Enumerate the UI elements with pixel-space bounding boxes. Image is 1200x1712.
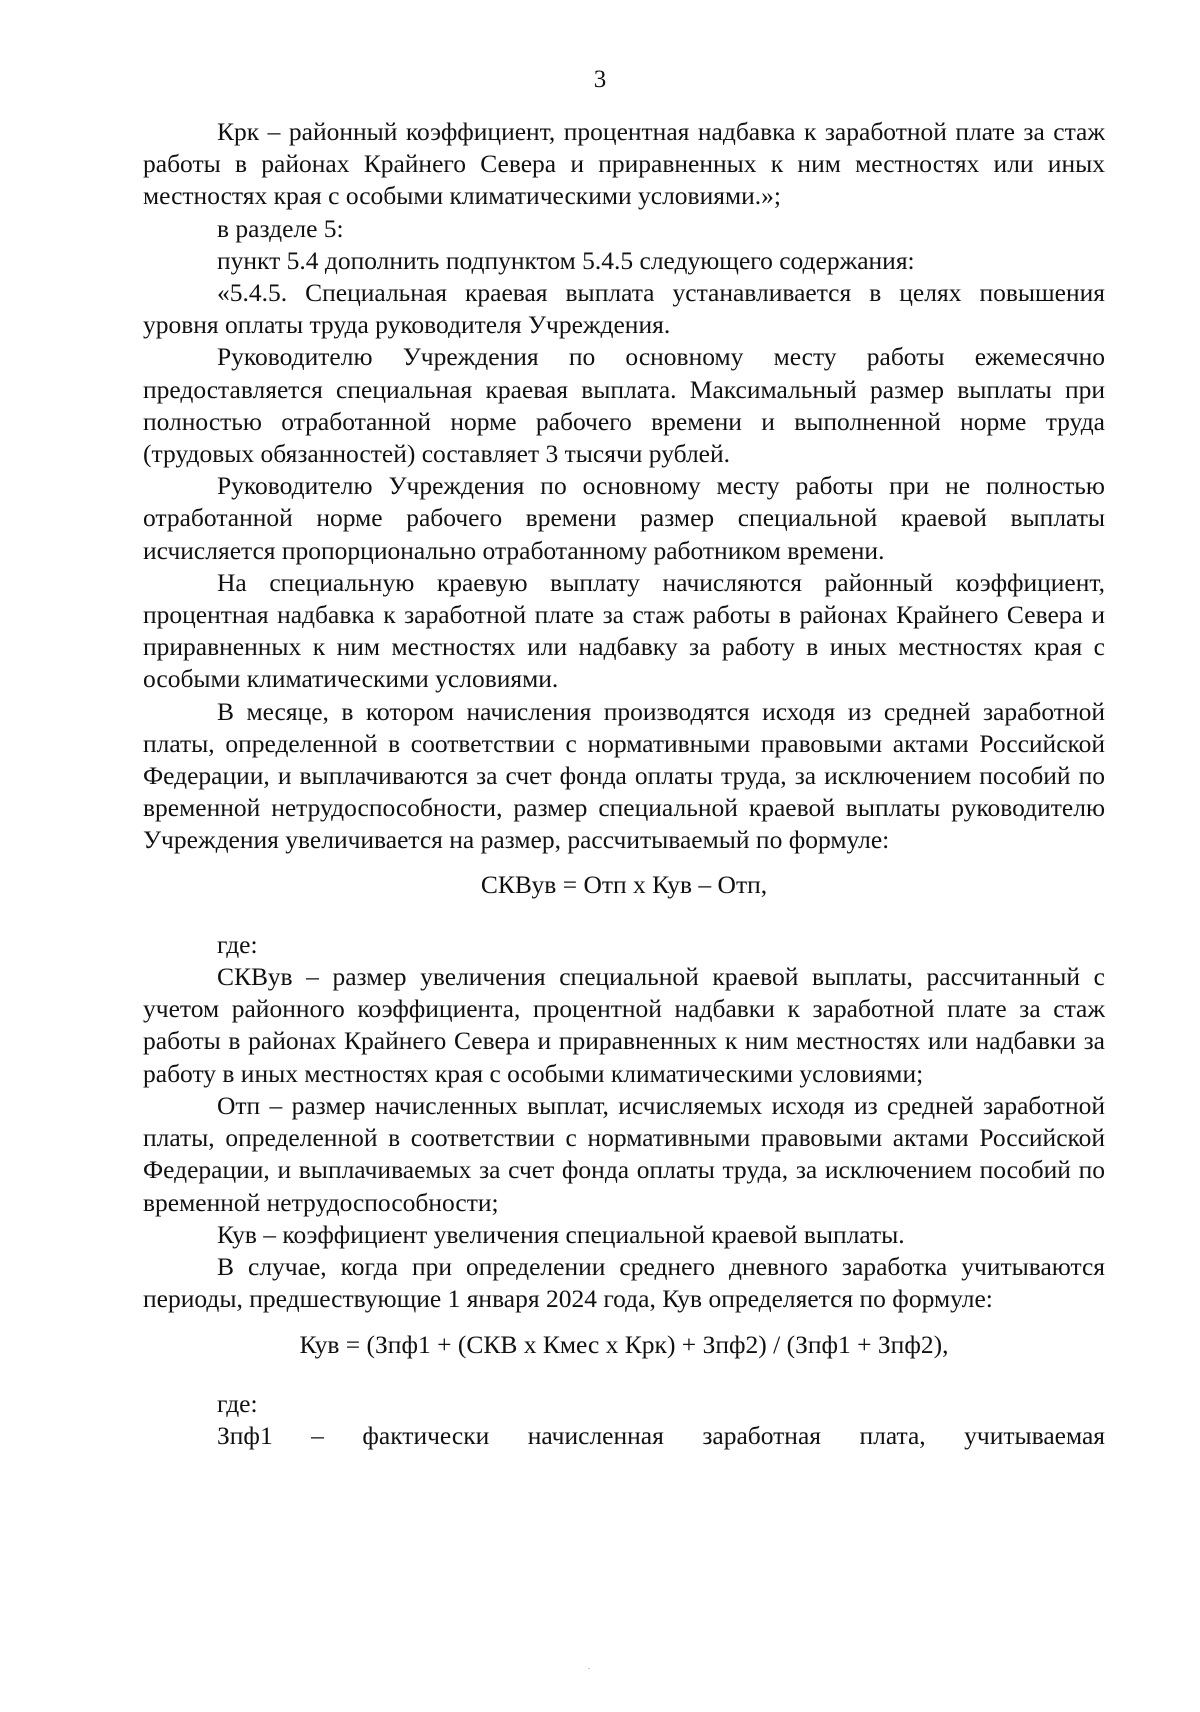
- paragraph-regional-coefficient: На специальную краевую выплату начисляются районный коэффициент, процентная надбавка к заработной плате за стаж работы в районах Крайнего Севера и приравненных к ним местностях или надбавку за работу в иных местностях края с особыми климатическими условиями.: [143, 567, 1105, 694]
- paragraph-clause-5-4: пункт 5.4 дополнить подпунктом 5.4.5 следующего содержания:: [217, 245, 915, 275]
- paragraph-section-5: в разделе 5:: [217, 213, 344, 243]
- paragraph-skvuv-definition: СКВув – размер увеличения специальной краевой выплаты, рассчитанный с учетом районного коэффициента, процентной надбавки к заработной плате за стаж работы в районах Крайнего Севера и приравненных к ним местностях или надбавки за работу в иных местностях края с особыми климатическими условиями;: [143, 962, 1105, 1088]
- page-number: 3: [593, 66, 607, 93]
- paragraph-kuv-definition: Кув – коэффициент увеличения специальной краевой выплаты.: [217, 1219, 905, 1249]
- paragraph-kuv-case: В случае, когда при определении среднего дневного заработка учитываются периоды, предшествующие 1 января 2024 года, Кув определяется по формуле:: [143, 1251, 1105, 1314]
- where-label: где:: [217, 1388, 258, 1418]
- paragraph-krk-definition: Крк – районный коэффициент, процентная надбавка к заработной плате за стаж работы в районах Крайнего Севера и приравненных к ним местностях или иных местностях края с особыми климатическими условиями.»;: [143, 117, 1105, 211]
- paragraph-clause-5-4-5: «5.4.5. Специальная краевая выплата устанавливается в целях повышения уровня оплаты труда руководителя Учреждения.: [143, 278, 1105, 340]
- paragraph-partial-norm: Руководителю Учреждения по основному месту работы при не полностью отработанной норме рабочего времени размер специальной краевой выплаты исчисляется пропорционально отработанному работником времени.: [143, 471, 1105, 565]
- document-body: [143, 116, 1105, 1452]
- scan-artifact: [588, 1668, 590, 1669]
- paragraph-otp-definition: Отп – размер начисленных выплат, исчисляемых исходя из средней заработной платы, определенной в соответствии с нормативными правовыми актами Российской Федерации, и выплачиваемых за счет фонда оплаты труда, за исключением пособий по временной нетрудоспособности;: [143, 1090, 1105, 1217]
- paragraph-average-salary-month: В месяце, в котором начисления производятся исходя из средней заработной платы, определенной в соответствии с нормативными правовыми актами Российской Федерации, и выплачиваются за счет фонда оплаты труда, за исключением пособий по временной нетрудоспособности, размер специальной краевой выплаты руководителю Учреждения увеличивается на размер, рассчитываемый по формуле:: [143, 696, 1105, 855]
- paragraph-zpf1-definition: Зпф1 – фактически начисленная заработная плата, учитываемая: [217, 1420, 1105, 1450]
- where-label: где:: [217, 929, 258, 959]
- formula-kuv: Кув = (Зпф1 + (СКВ х Кмес х Крк) + Зпф2) / (Зпф1 + Зпф2),: [299, 1330, 949, 1360]
- formula-skvuv: СКВув = Отп х Кув – Отп,: [480, 869, 768, 899]
- paragraph-monthly-payment: Руководителю Учреждения по основному месту работы ежемесячно предоставляется специальная краевая выплата. Максимальный размер выплаты при полностью отработанной норме рабочего времени и выполненной норме труда (трудовых обязанностей) составляет 3 тысячи рублей.: [143, 342, 1105, 469]
